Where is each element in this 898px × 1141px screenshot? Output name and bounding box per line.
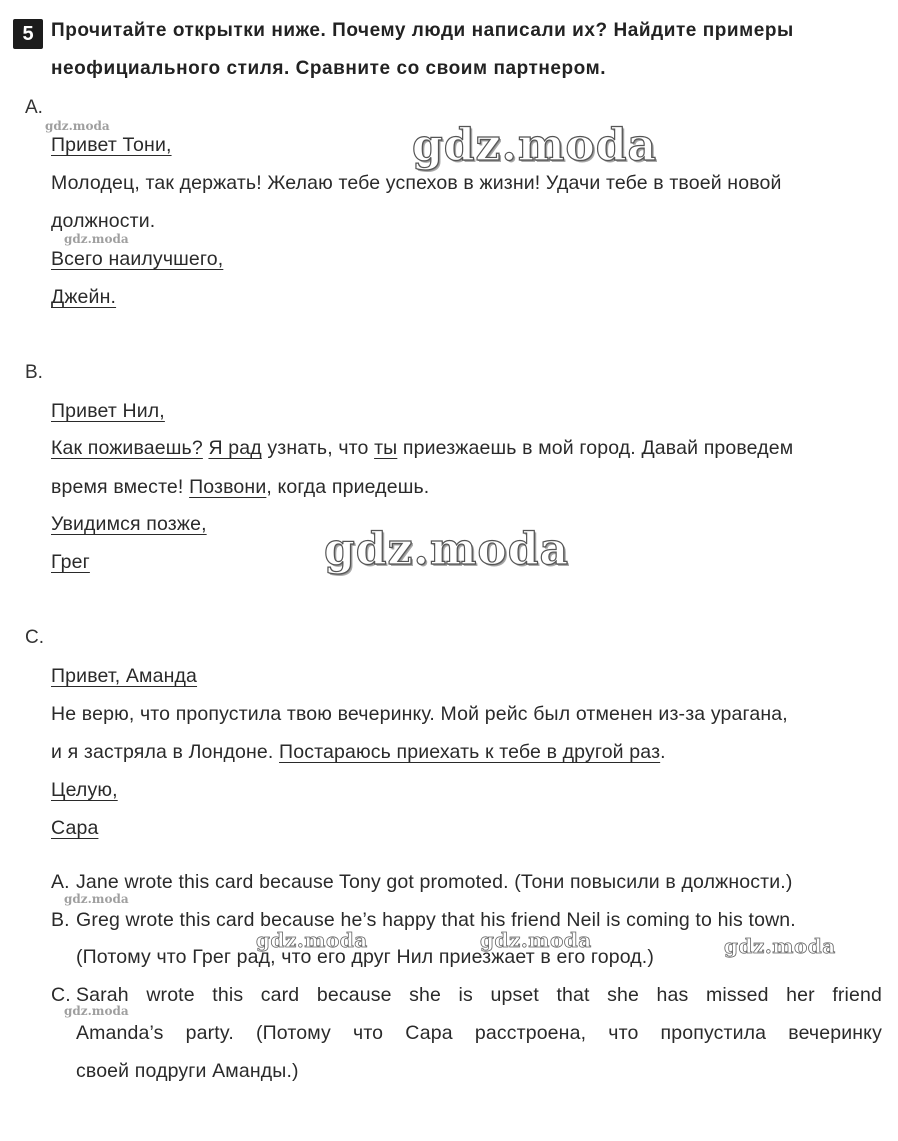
- card-b-greeting: Привет Нил,: [51, 400, 165, 422]
- answer-b-line-2: (Потому что Грег рад, что его друг Нил приезжает в его город.): [76, 946, 655, 968]
- card-a-closing: Всего наилучшего,: [51, 248, 224, 270]
- exercise-number: 5: [22, 22, 34, 45]
- card-b-body-line-2: время вместе! Позвони, когда приедешь.: [51, 476, 430, 498]
- card-c-body-line-2: и я застряла в Лондоне. Постараюсь приехать к тебе в другой раз.: [51, 741, 666, 763]
- answer-c-label: C.: [51, 984, 71, 1006]
- card-b-closing: Увидимся позже,: [51, 513, 207, 535]
- answer-c-line-2: Amanda’s party. (Потому что Сара расстроена, что пропустила вечеринку: [76, 1022, 882, 1044]
- card-c-greeting: Привет, Аманда: [51, 665, 198, 687]
- card-b-label: B.: [25, 362, 43, 383]
- exercise-number-badge: [13, 19, 43, 49]
- answer-a-label: A.: [51, 871, 70, 893]
- card-a-greeting: Привет Тони,: [51, 134, 172, 156]
- answer-c-line-1: Sarah wrote this card because she is upset that she has missed her friend: [76, 984, 882, 1006]
- card-a-body-line-2: должности.: [51, 210, 156, 232]
- card-c-closing: Целую,: [51, 779, 118, 801]
- answer-b-label: B.: [51, 909, 70, 931]
- watermark-large-middle: gdz.moda: [324, 524, 570, 575]
- watermark-large-top: gdz.moda: [412, 120, 658, 171]
- watermark-mid-3: gdz.moda: [724, 934, 836, 958]
- card-a-body-line-1: Молодец, так держать! Желаю тебе успехов в жизни! Удачи тебе в твоей новой: [51, 172, 782, 194]
- watermark-small-3: gdz.moda: [64, 892, 129, 906]
- watermark-mid-2: gdz.moda: [480, 928, 592, 952]
- watermark-small-1: gdz.moda: [45, 119, 110, 133]
- instruction-line-1: Прочитайте открытки ниже. Почему люди написали их? Найдите примеры: [51, 20, 794, 41]
- answer-b-line-1: Greg wrote this card because he’s happy that his friend Neil is coming to his town.: [76, 909, 796, 931]
- card-b-signature: Грег: [51, 551, 90, 573]
- card-c-label: C.: [25, 627, 44, 648]
- card-b-body-line-1: Как поживаешь? Я рад узнать, что ты приезжаешь в мой город. Давай проведем: [51, 437, 794, 459]
- card-a-label: A.: [25, 97, 43, 118]
- answer-c-line-3: своей подруги Аманды.): [76, 1060, 299, 1082]
- watermark-small-4: gdz.moda: [64, 1004, 129, 1018]
- watermark-mid-1: gdz.moda: [256, 928, 368, 952]
- instruction-line-2: неофициального стиля. Сравните со своим партнером.: [51, 58, 607, 79]
- card-a-signature: Джейн.: [51, 286, 117, 308]
- watermark-small-2: gdz.moda: [64, 232, 129, 246]
- card-c-signature: Сара: [51, 817, 99, 839]
- card-c-body-line-1: Не верю, что пропустила твою вечеринку. Мой рейс был отменен из-за урагана,: [51, 703, 788, 725]
- answer-a-line-1: Jane wrote this card because Tony got promoted. (Тони повысили в должности.): [76, 871, 793, 893]
